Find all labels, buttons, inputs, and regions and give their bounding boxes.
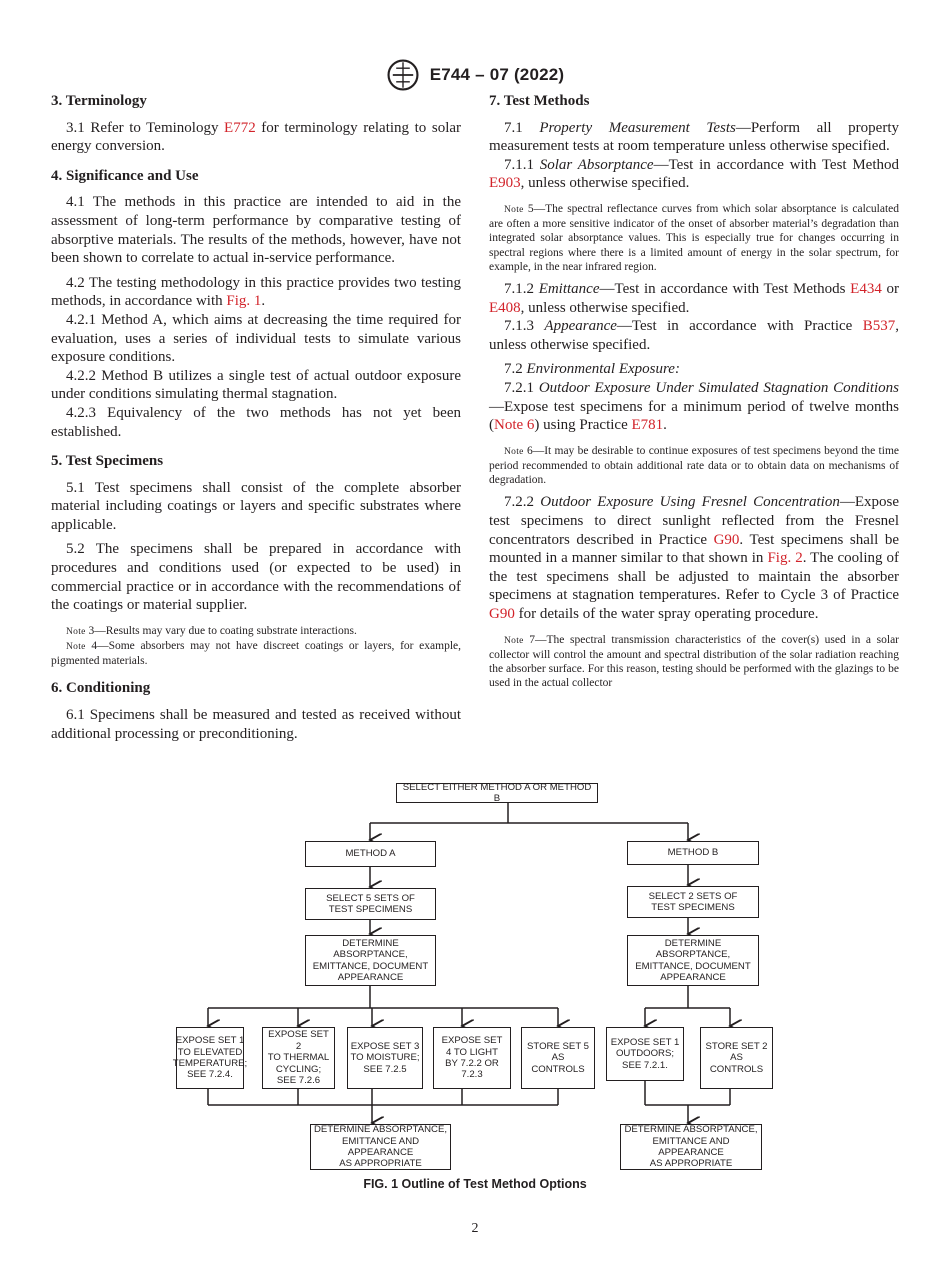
paragraph-5-1: 5.1 Test specimens shall consist of the complete absorber material including coatings or layers and specific substrates where applicable. xyxy=(51,479,461,533)
link-note-6[interactable]: Note 6 xyxy=(494,417,535,434)
section-heading: 7. Test Methods xyxy=(489,93,590,109)
method-b-determine-box: DETERMINE ABSORPTANCE, EMITTANCE, DOCUMENT APPEARANCE xyxy=(627,935,759,986)
note-3: Note 3—Results may vary due to coating substrate interactions. xyxy=(66,624,357,637)
document-designation: E744 – 07 (2022) xyxy=(429,65,565,84)
note-4: Note 4—Some absorbers may not have discreet coatings or layers, for example, pigmented materials. xyxy=(51,640,461,668)
paragraph-7-1: 7.1 Property Measurement Tests—Perform all property measurement tests at room temperature unless otherwise specified. xyxy=(489,119,899,155)
method-b-box: METHOD B xyxy=(627,841,759,865)
note-5: Note 5—The spectral reflectance curves from which solar absorptance is calculated are often a more sensitive indicator of the onset of absorber material’s degradation than integrated solar absorptance values. This is especially true for changes occurring in spectral regions where there is a limited amount of energy in the solar spectrum, for example, in the near infrared region. xyxy=(489,202,899,273)
method-a-determine-box: DETERMINE ABSORPTANCE, EMITTANCE, DOCUMENT APPEARANCE xyxy=(305,935,436,986)
link-g90[interactable]: G90 xyxy=(489,605,515,622)
paragraph-4-1: 4.1 The methods in this practice are intended to aid in the assessment of long-term performance by comparative testing of absorptive materials. The results of the methods, however, have not been shown to correlate to actual in-service performance. xyxy=(51,194,461,267)
expose-set-2-box: EXPOSE SET 2 TO THERMAL CYCLING; SEE 7.2.6 xyxy=(262,1027,335,1089)
astm-logo-icon xyxy=(386,58,420,92)
method-b-final-box: DETERMINE ABSORPTANCE, EMITTANCE AND APPEARANCE AS APPROPRIATE xyxy=(620,1124,762,1170)
paragraph-6-1: 6.1 Specimens shall be measured and tested as received without additional processing or preconditioning. xyxy=(51,707,461,742)
link-e781[interactable]: E781 xyxy=(631,417,664,434)
link-e903[interactable]: E903 xyxy=(489,175,521,192)
paragraph-7-1-1: 7.1.1 Solar Absorptance—Test in accordance with Test Method E903, unless otherwise specified. xyxy=(489,156,900,192)
paragraph-4-2-3: 4.2.3 Equivalency of the two methods has not yet been established. xyxy=(51,404,461,440)
page-header xyxy=(0,58,950,92)
paragraph-7-1-3: 7.1.3 Appearance—Test in accordance with Practice B537, unless otherwise specified. xyxy=(489,318,900,353)
expose-set-4-box: EXPOSE SET 4 TO LIGHT BY 7.2.2 OR 7.2.3 xyxy=(433,1027,511,1089)
section-heading: 5. Test Specimens xyxy=(51,453,164,470)
link-fig-2[interactable]: Fig. 2 xyxy=(767,550,803,567)
section-heading: 3. Terminology xyxy=(51,93,147,109)
paragraph-7-2-1: 7.2.1 Outdoor Exposure Under Simulated Stagnation Conditions—Expose test specimens for a minimum period of twelve months (Note 6) using Practice E781. xyxy=(489,379,900,434)
section-heading: 6. Conditioning xyxy=(51,680,151,697)
paragraph-4-2-1: 4.2.1 Method A, which aims at decreasing the time required for evaluation, uses a series of individual tests to simulate various exposure conditions. xyxy=(51,311,461,366)
expose-set-1-outdoors-box: EXPOSE SET 1 OUTDOORS; SEE 7.2.1. xyxy=(606,1027,684,1081)
page-number: 2 xyxy=(471,1221,479,1236)
method-a-final-box: DETERMINE ABSORPTANCE, EMITTANCE AND APPEARANCE AS APPROPRIATE xyxy=(310,1124,451,1170)
expose-set-1-box: EXPOSE SET 1 TO ELEVATED TEMPERATURE; SEE 7.2.4. xyxy=(176,1027,244,1089)
select-method-box: SELECT EITHER METHOD A OR METHOD B xyxy=(396,783,598,803)
section-heading: 4. Significance and Use xyxy=(51,167,199,184)
method-b-select-box: SELECT 2 SETS OF TEST SPECIMENS xyxy=(627,886,759,918)
figure-caption: FIG. 1 Outline of Test Method Options xyxy=(363,1177,587,1191)
note-6: Note 6—It may be desirable to continue exposures of test specimens beyond the time period recommended to obtain additional rate data or to obtain data on mechanisms of degradation. xyxy=(489,444,899,487)
right-column xyxy=(489,92,899,690)
link-b537[interactable]: B537 xyxy=(862,318,896,335)
link-e408[interactable]: E408 xyxy=(489,299,521,316)
link-e772[interactable]: E772 xyxy=(224,119,256,136)
expose-set-3-box: EXPOSE SET 3 TO MOISTURE; SEE 7.2.5 xyxy=(347,1027,423,1089)
method-a-box: METHOD A xyxy=(305,841,436,867)
link-fig-1[interactable]: Fig. 1 xyxy=(226,293,262,310)
paragraph-5-2: 5.2 The specimens shall be prepared in accordance with procedures and conditions used (or expected to be used) in commercial practice or in accordance with the recommendations of the coatings or material supplier. xyxy=(51,541,461,614)
paragraph-3-1: 3.1 Refer to Teminology E772 for terminology relating to solar energy conversion. xyxy=(51,119,462,155)
paragraph-7-1-2: 7.1.2 Emittance—Test in accordance with Test Methods E434 or E408, unless otherwise specified. xyxy=(489,280,900,316)
store-set-2-box: STORE SET 2 AS CONTROLS xyxy=(700,1027,773,1089)
note-7: Note 7—The spectral transmission characteristics of the cover(s) used in a solar collector will control the amount and spectral distribution of the solar radiation reaching the absorber surface. For this reason, testing should be performed with the glazings to be used in the actual collector xyxy=(489,633,899,690)
link-g90[interactable]: G90 xyxy=(713,531,740,548)
flowchart-figure-1 xyxy=(150,778,800,1183)
method-a-select-box: SELECT 5 SETS OF TEST SPECIMENS xyxy=(305,888,436,920)
left-column xyxy=(51,92,461,743)
link-e434[interactable]: E434 xyxy=(850,280,882,297)
paragraph-4-2: 4.2 The testing methodology in this practice provides two testing methods, in accordance with Fig. 1. xyxy=(51,274,461,310)
store-set-5-box: STORE SET 5 AS CONTROLS xyxy=(521,1027,595,1089)
paragraph-7-2: 7.2 Environmental Exposure: xyxy=(504,361,680,378)
paragraph-7-2-2: 7.2.2 Outdoor Exposure Using Fresnel Concentration—Expose test specimens to direct sunlight reflected from the Fresnel concentrators described in Practice G90. Test specimens shall be mounted in a manner similar to that shown in Fig. 2. The cooling of the test specimens shall be adjusted to maintain the absorber specimens at stagnation temperatures. Refer to Cycle 3 of Practice G90 for details of the water spray operating procedure. xyxy=(489,494,900,622)
paragraph-4-2-2: 4.2.2 Method B utilizes a single test of actual outdoor exposure under conditions simulating thermal stagnation. xyxy=(51,367,461,403)
